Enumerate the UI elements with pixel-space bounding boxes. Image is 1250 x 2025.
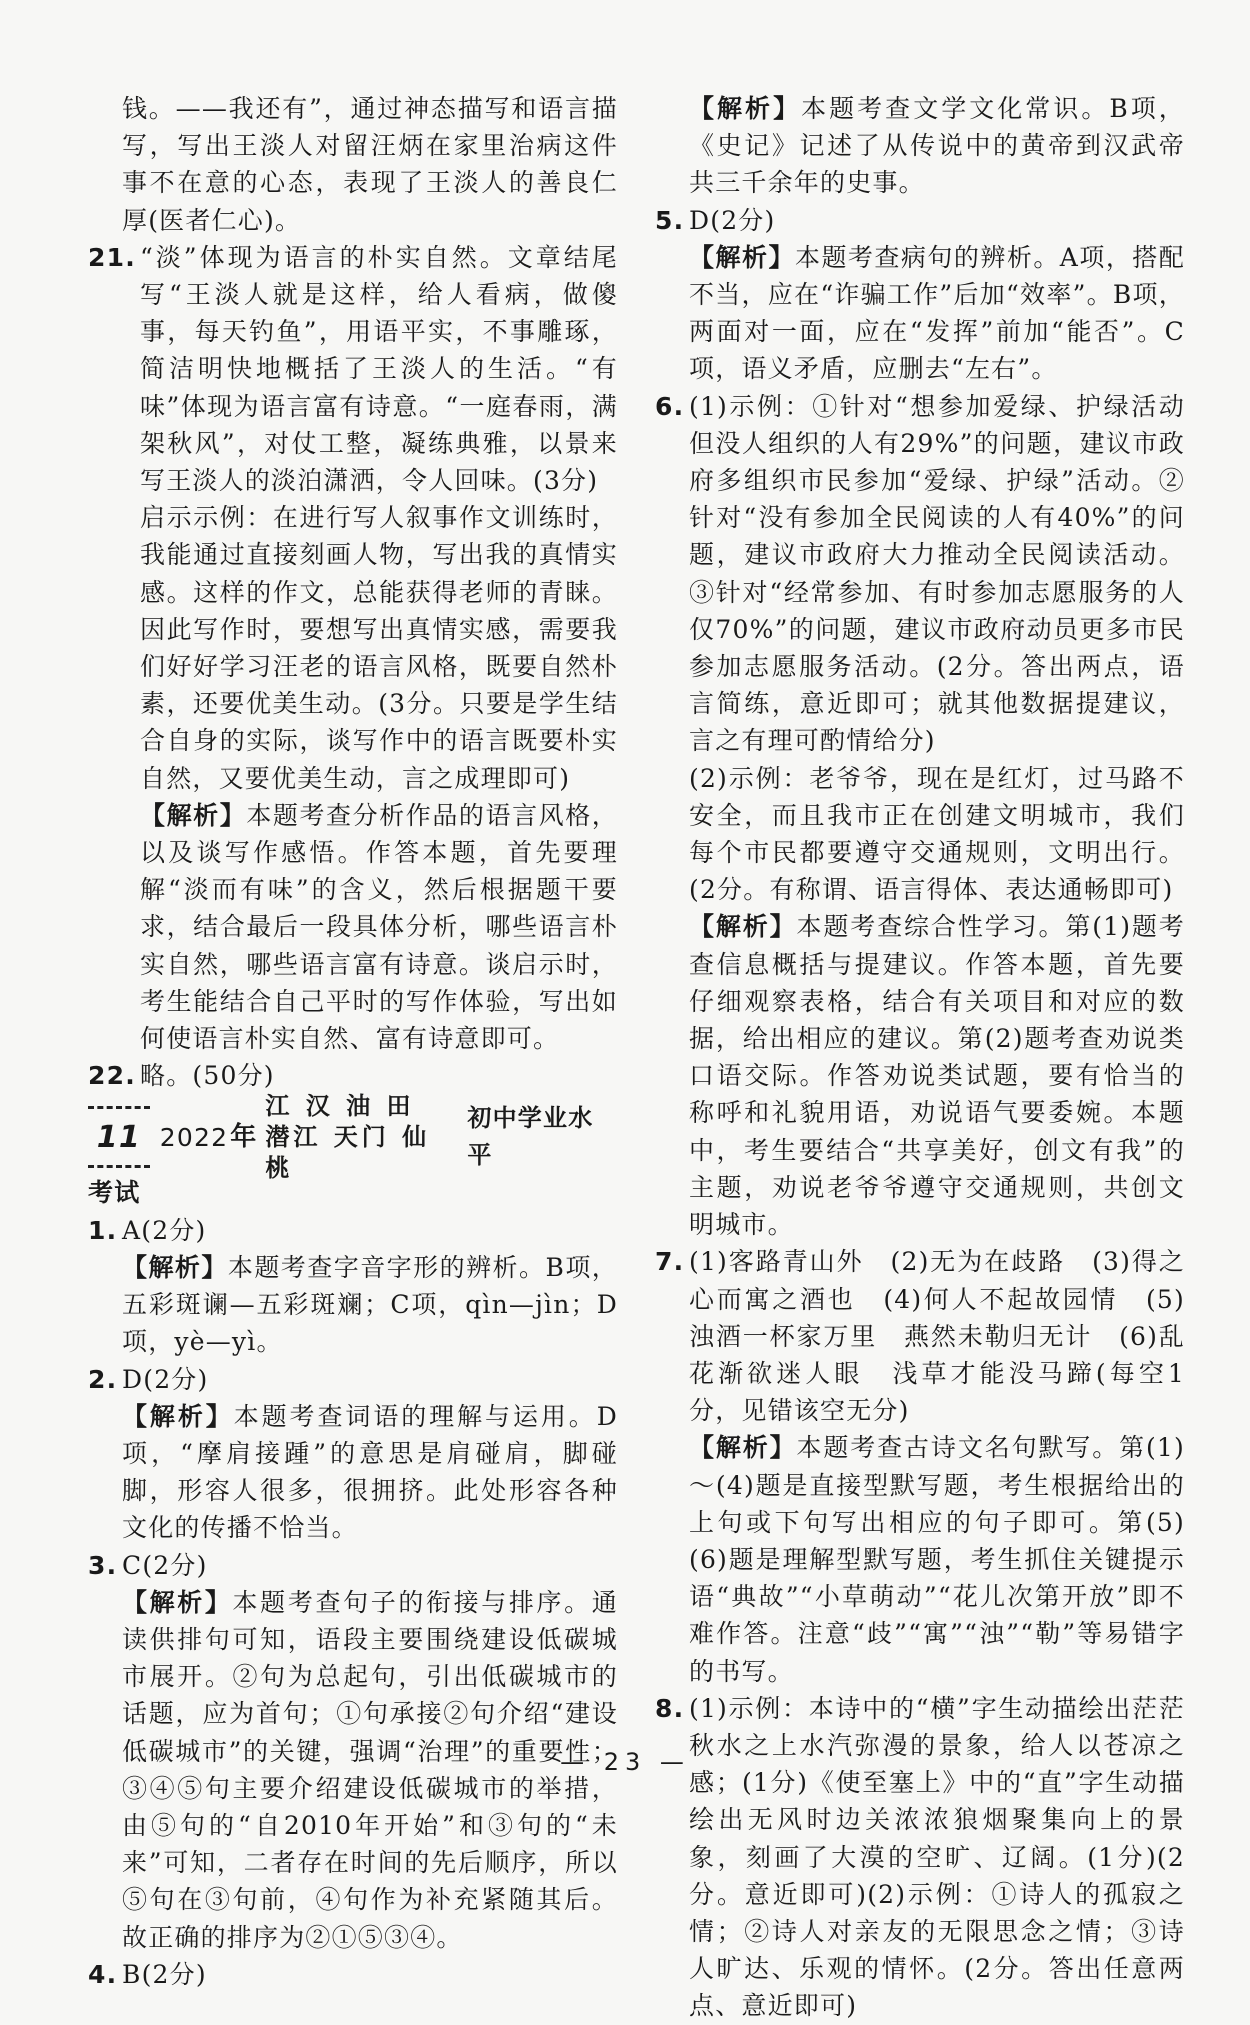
question-2 (88, 1361, 618, 1547)
analysis-text: 本题考查字音字形的辨析。B项，五彩斑谰—五彩斑斓；C项，qìn—jìn；D项，yè—yì。 (122, 1252, 618, 1357)
section-number-badge: 11 (88, 1106, 150, 1168)
question-number: 2. (88, 1364, 118, 1394)
answer-text: 略。(50分) (140, 1061, 275, 1091)
question-6 (655, 388, 1185, 1244)
section-year: 2022 (159, 1122, 229, 1152)
analysis-text: 本题考查古诗文名句默写。第(1)～(4)题是直接型默写题，考生根据给出的上句或下句写出相应的句子即可。第(5)(6)题是理解型默写题，考生抓住关键提示语“典故”“小草萌动”“花儿次第开放”即不难作答。注意“歧”“寓”“浊”“勒”等易错字的书写。 (689, 1433, 1185, 1686)
section-year-char: 年 (230, 1121, 258, 1152)
analysis-tag: 【解析】 (122, 1587, 233, 1617)
analysis-text: 本题考查病句的辨析。A项，搭配不当，应在“诈骗工作”后加“效率”。B项，两面对一面，应在“发挥”前加“能否”。C项，语义矛盾，应删去“左右”。 (689, 242, 1185, 384)
analysis-tag: 【解析】 (689, 912, 797, 942)
answer-text: A(2分) (122, 1215, 207, 1245)
question-number: 8. (655, 1693, 685, 1723)
answer-text: C(2分) (122, 1550, 208, 1580)
question-number: 21. (88, 242, 136, 272)
answer-text-part-1: (1)示例：①针对“想参加爱绿、护绿活动但没人组织的人有29%”的问题，建议市政府多组织市民参加“爱绿、护绿”活动。②针对“没有参加全民阅读的人有40%”的问题，建议市政府大力推动全民阅读活动。③针对“经常参加、有时参加志愿服务的人仅70%”的问题，建议市政府动员更多市民参加志愿服务活动。(2分。答出两点，语言简练，意近即可；就其他数据提建议，言之有理可酌情给分) (689, 391, 1185, 756)
answer-text: “淡”体现为语言的朴实自然。文章结尾写“王淡人就是这样，给人看病，做傻事，每天钓鱼”，用语平实，不事雕琢，简洁明快地概括了王淡人的生活。“有味”体现为语言富有诗意。“一庭春雨，满架秋风”，对仗工整，凝练典雅，以景来写王淡人的淡泊潇洒，令人回味。(3分) (140, 242, 618, 496)
question-1 (88, 1212, 618, 1361)
q20-continuation: 钱。——我还有”，通过神态描写和语言描写，写出王淡人对留汪炳在家里治病这件事不在意的心态，表现了王淡人的善良仁厚(医者仁心)。 (122, 94, 618, 235)
answer-text: (1)示例：本诗中的“横”字生动描绘出茫茫秋水之上水汽弥漫的景象，给人以苍凉之感；(1分)《使至塞上》中的“直”字生动描绘出无风时边关浓浓狼烟聚集向上的景象，刻画了大漠的空旷、辽阔。(1分)(2分。意近即可)(2)示例：①诗人的孤寂之情；②诗人对亲友的无限思念之情；③诗人旷达、乐观的情怀。(2分。答出任意两点、意近即可) (689, 1693, 1185, 2021)
places-line-2: 潜江 天门 仙桃 (265, 1122, 431, 1182)
question-number: 5. (655, 205, 685, 235)
section-exam-title: 初中学业水平 (467, 1104, 594, 1170)
q4-analysis-text: 本题考查文学文化常识。B项，《史记》记述了从传说中的黄帝到汉武帝共三千余年的史事。 (689, 94, 1185, 198)
question-number: 1. (88, 1215, 118, 1245)
analysis-tag: 【解析】 (122, 1252, 228, 1282)
answer-text: B(2分) (122, 1959, 207, 1989)
section-places (265, 1091, 457, 1184)
question-number: 22. (88, 1061, 136, 1091)
analysis-text: 本题考查分析作品的语言风格，以及谈写作感悟。作答本题，首先要理解“淡而有味”的含义，然后根据题干要求，结合最后一段具体分析，哪些语言朴实自然，哪些语言富有诗意。谈启示时，考生能结合自己平时的写作体验，写出如何使语言朴实自然、富有诗意即可。 (140, 800, 618, 1054)
right-column (655, 90, 1185, 2025)
analysis-tag: 【解析】 (689, 1433, 797, 1463)
analysis-text: 本题考查词语的理解与运用。D项，“摩肩接踵”的意思是肩碰肩，脚碰脚，形容人很多，很拥挤。此处形容各种文化的传播不恰当。 (122, 1401, 618, 1543)
answer-text: D(2分) (689, 205, 776, 235)
answer-text: (1)客路青山外 (2)无为在歧路 (3)得之心而寓之酒也 (4)何人不起故园情 (5)浊酒一杯家万里 燕然未勒归无计 (6)乱花渐欲迷人眼 浅草才能没马蹄(每空1分，见错该空无分) (689, 1247, 1185, 1426)
inspiration-example: 启示示例：在进行写人叙事作文训练时，我能通过直接刻画人物，写出我的真情实感。这样的作文，总能获得老师的青睐。因此写作时，要想写出真情实感，需要我们好好学习汪老的语言风格，既要自然朴素，还要优美生动。(3分。只要是学生结合自身的实际，谈写作中的语言既要朴实自然，又要优美生动，言之成理即可) (140, 503, 618, 793)
left-column (88, 90, 618, 1993)
answer-text-part-2: (2)示例：老爷爷，现在是红灯，过马路不安全，而且我市正在创建文明城市，我们每个市民都要遵守交通规则，文明出行。(2分。有称谓、语言得体、表达通畅即可) (689, 763, 1185, 905)
question-number: 3. (88, 1550, 118, 1580)
analysis-tag: 【解析】 (689, 242, 795, 272)
analysis-text: 本题考查句子的衔接与排序。通读供排句可知，语段主要围绕建设低碳城市展开。②句为总起句，引出低碳城市的话题，应为首句；①句承接②句介绍“建设低碳城市”的关键，强调“治理”的重要性；③④⑤句主要介绍建设低碳城市的举措，由⑤句的“自2010年开始”和③句的“未来”可知，二者存在时间的先后顺序，所以⑤句在③句前，④句作为补充紧随其后。故正确的排序为②①⑤③④。 (122, 1587, 619, 1952)
section-exam-continuation: 考试 (88, 1178, 141, 1208)
question-7 (655, 1243, 1185, 1689)
question-8 (655, 1690, 1185, 2025)
question-number: 6. (655, 391, 685, 421)
answer-text: D(2分) (122, 1364, 209, 1394)
page-number: — 23 — (560, 1748, 690, 1776)
question-number: 4. (88, 1959, 118, 1989)
places-line-1: 江 汉 油 田 (265, 1091, 415, 1120)
question-4 (88, 1956, 618, 1993)
analysis-tag: 【解析】 (689, 94, 802, 123)
question-22 (88, 1057, 618, 1094)
analysis-tag: 【解析】 (140, 800, 247, 830)
question-21 (88, 239, 618, 1057)
section-header (88, 1091, 618, 1182)
analysis-tag: 【解析】 (122, 1401, 234, 1431)
analysis-text: 本题考查综合性学习。第(1)题考查信息概括与提建议。作答本题，首先要仔细观察表格，结合有关项目和对应的数据，给出相应的建议。第(2)题考查劝说类口语交际。作答劝说类试题，要有恰当的称呼和礼貌用语，劝说语气要委婉。本题中，考生要结合“共享美好，创文有我”的主题，劝说老爷爷遵守交通规则，共创文明城市。 (689, 912, 1185, 1240)
question-number: 7. (655, 1247, 685, 1277)
question-5 (655, 202, 1185, 388)
